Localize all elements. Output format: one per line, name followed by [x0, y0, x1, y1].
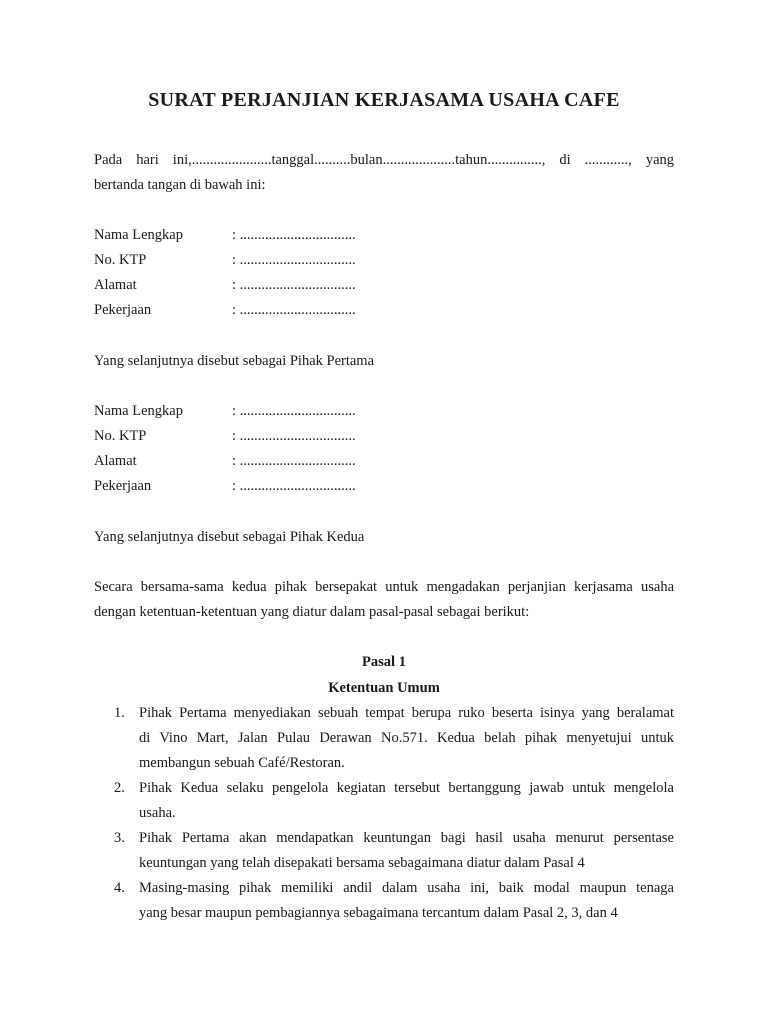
list-item: [94, 826, 674, 876]
list-item-number: 4.: [114, 880, 125, 896]
identity-value: : ................................: [232, 403, 356, 419]
list-item-number: 3.: [114, 830, 125, 846]
list-item-line: usaha.: [139, 805, 176, 821]
list-item-line: Masing-masing pihak memiliki andil dalam usaha ini, baik modal maupun tenaga: [139, 880, 674, 896]
list-item-line: Pihak Pertama akan mendapatkan keuntungan bagi hasil usaha menurut persentase: [139, 830, 674, 846]
opening-line-1: Pada hari ini,......................tanggal..........bulan....................tahun..............., di ............, yang: [94, 152, 674, 168]
pasal-number: Pasal 1: [362, 654, 406, 670]
identity-label: Alamat: [94, 277, 137, 293]
list-item-number: 1.: [114, 705, 125, 721]
identity-value: : ................................: [232, 252, 356, 268]
list-item-line: di Vino Mart, Jalan Pulau Derawan No.571. Kedua belah pihak menyetujui untuk: [139, 730, 674, 746]
identity-value: : ................................: [232, 227, 356, 243]
agreement-line-2: dengan ketentuan-ketentuan yang diatur dalam pasal-pasal sebagai berikut:: [94, 604, 530, 620]
party1-designation: Yang selanjutnya disebut sebagai Pihak Pertama: [94, 353, 375, 369]
party2-designation: Yang selanjutnya disebut sebagai Pihak Kedua: [94, 529, 365, 545]
list-item: [94, 701, 674, 776]
pasal1-list: [94, 701, 674, 926]
identity-value: : ................................: [232, 277, 356, 293]
list-item: [94, 776, 674, 826]
list-item-line: Pihak Kedua selaku pengelola kegiatan tersebut bertanggung jawab untuk mengelola: [139, 780, 674, 796]
list-item-line: membangun sebuah Café/Restoran.: [139, 755, 345, 771]
list-item-number: 2.: [114, 780, 125, 796]
identity-row: [94, 223, 674, 248]
identity-value: : ................................: [232, 302, 356, 318]
list-item-line: yang besar maupun pembagiannya sebagaimana tercantum dalam Pasal 2, 3, dan 4: [139, 905, 618, 921]
identity-row: [94, 298, 674, 323]
agreement-paragraph: [94, 575, 674, 625]
identity-label: No. KTP: [94, 428, 147, 444]
list-item-text: [139, 776, 674, 826]
identity-label: Pekerjaan: [94, 302, 152, 318]
opening-line-2: bertanda tangan di bawah ini:: [94, 177, 266, 193]
identity-row: [94, 273, 674, 298]
identity-label: Nama Lengkap: [94, 403, 183, 419]
identity-row: [94, 424, 674, 449]
list-item-text: [139, 701, 674, 776]
party1-identity-block: [94, 223, 674, 323]
identity-label: Pekerjaan: [94, 478, 152, 494]
list-item-line: Pihak Pertama menyediakan sebuah tempat berupa ruko beserta isinya yang beralamat: [139, 705, 674, 721]
list-item: [94, 876, 674, 926]
pasal-heading: Ketentuan Umum: [328, 680, 440, 696]
list-item-text: [139, 826, 674, 876]
agreement-line-1: Secara bersama-sama kedua pihak bersepakat untuk mengadakan perjanjian kerjasama usaha: [94, 579, 674, 595]
identity-row: [94, 248, 674, 273]
identity-value: : ................................: [232, 478, 356, 494]
identity-row: [94, 474, 674, 499]
list-item-text: [139, 876, 674, 926]
identity-label: Alamat: [94, 453, 137, 469]
identity-value: : ................................: [232, 428, 356, 444]
identity-row: [94, 449, 674, 474]
opening-paragraph: [94, 148, 674, 198]
document-title: SURAT PERJANJIAN KERJASAMA USAHA CAFE: [148, 89, 620, 111]
identity-value: : ................................: [232, 453, 356, 469]
identity-label: No. KTP: [94, 252, 147, 268]
party2-identity-block: [94, 399, 674, 499]
identity-row: [94, 399, 674, 424]
list-item-line: keuntungan yang telah disepakati bersama sebagaimana diatur dalam Pasal 4: [139, 855, 585, 871]
identity-label: Nama Lengkap: [94, 227, 183, 243]
